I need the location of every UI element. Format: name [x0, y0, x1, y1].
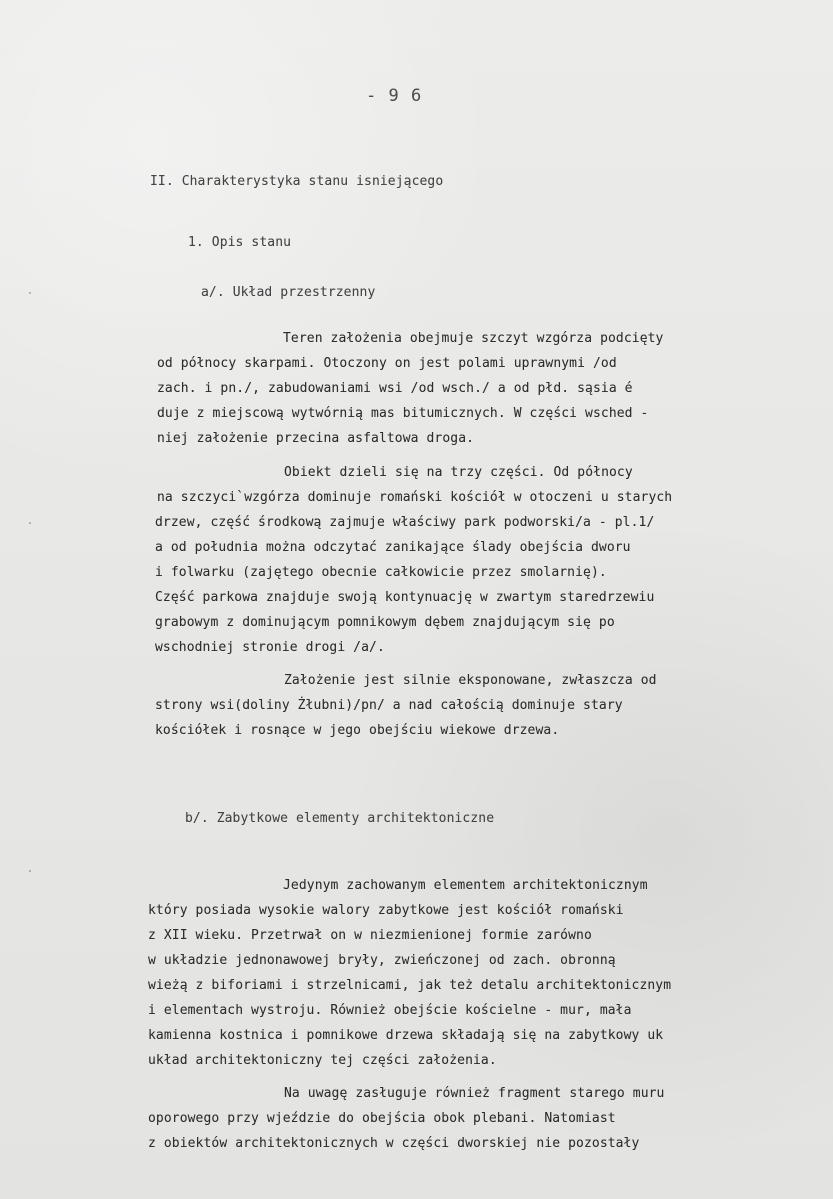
paragraph-line: z XII wieku. Przetrwał on w niezmienionej formie zarówno: [148, 928, 592, 943]
margin-dot: [29, 522, 31, 524]
paragraph-line: wieżą z biforiami i strzelnicami, jak też detalu architektonicznym: [148, 978, 672, 993]
paragraph-line: Część parkowa znajduje swoją kontynuację w zwartym staredrzewiu: [155, 590, 655, 605]
paragraph-line: i elementach wystroju. Również obejście kościelne - mur, mała: [148, 1003, 632, 1018]
paragraph-line: Teren założenia obejmuje szczyt wzgórza podcięty: [283, 331, 664, 346]
paragraph-line: niej założenie przecina asfaltowa droga.: [157, 431, 475, 446]
paragraph-line: grabowym z dominującym pomnikowym dębem znajdującym się po: [155, 615, 615, 630]
paragraph-line: w układzie jednonawowej bryły, zwieńczonej od zach. obronną: [148, 953, 616, 968]
margin-dot: [29, 870, 31, 872]
subsection-title: b/. Zabytkowe elementy architektoniczne: [185, 811, 495, 826]
paragraph-line: od północy skarpami. Otoczony on jest polami uprawnymi /od: [157, 356, 617, 371]
subsection-title: 1. Opis stanu: [188, 235, 292, 250]
paragraph-line: na szczyci`wzgórza dominuje romański kościół w otoczeni u starych: [157, 490, 673, 505]
paragraph-line: Założenie jest silnie eksponowane, zwłaszcza od: [284, 673, 657, 688]
paragraph-line: duje z miejscową wytwórnią mas bitumicznych. W części wsched -: [157, 406, 649, 421]
paragraph-line: z obiektów architektonicznych w części dworskiej nie pozostały: [148, 1136, 640, 1151]
paragraph-line: kościółek i rosnące w jego obejściu wiekowe drzewa.: [155, 723, 560, 738]
paragraph-line: a od południa można odczytać zanikające ślady obejścia dworu: [155, 540, 631, 555]
paragraph-line: który posiada wysokie walory zabytkowe jest kościół romański: [148, 903, 624, 918]
paragraph-line: drzew, część środkową zajmuje właściwy park podworski/a - pl.1/: [155, 515, 655, 530]
paragraph-line: układ architektoniczny tej części założenia.: [148, 1053, 497, 1068]
paragraph-line: strony wsi(doliny Żłubni)/pn/ a nad całością dominuje stary: [155, 698, 623, 713]
margin-dot: [29, 292, 31, 294]
paragraph-line: Na uwagę zasługuje również fragment starego muru: [284, 1086, 665, 1101]
section-title: II. Charakterystyka stanu isniejącego: [150, 174, 444, 189]
page-number: - 9 6: [366, 86, 423, 106]
paragraph-line: Obiekt dzieli się na trzy części. Od północy: [284, 465, 633, 480]
paragraph-line: kamienna kostnica i pomnikowe drzewa składają się na zabytkowy uk: [148, 1028, 664, 1043]
paragraph-line: wschodniej stronie drogi /a/.: [155, 640, 385, 655]
paragraph-line: Jedynym zachowanym elementem architektonicznym: [283, 878, 648, 893]
paragraph-line: oporowego przy wjeździe do obejścia obok plebani. Natomiast: [148, 1111, 616, 1126]
paragraph-line: zach. i pn./, zabudowaniami wsi /od wsch./ a od płd. sąsia é: [157, 381, 633, 396]
paragraph-line: i folwarku (zajętego obecnie całkowicie przez smolarnię).: [155, 565, 607, 580]
subsection-title: a/. Układ przestrzenny: [201, 285, 376, 300]
